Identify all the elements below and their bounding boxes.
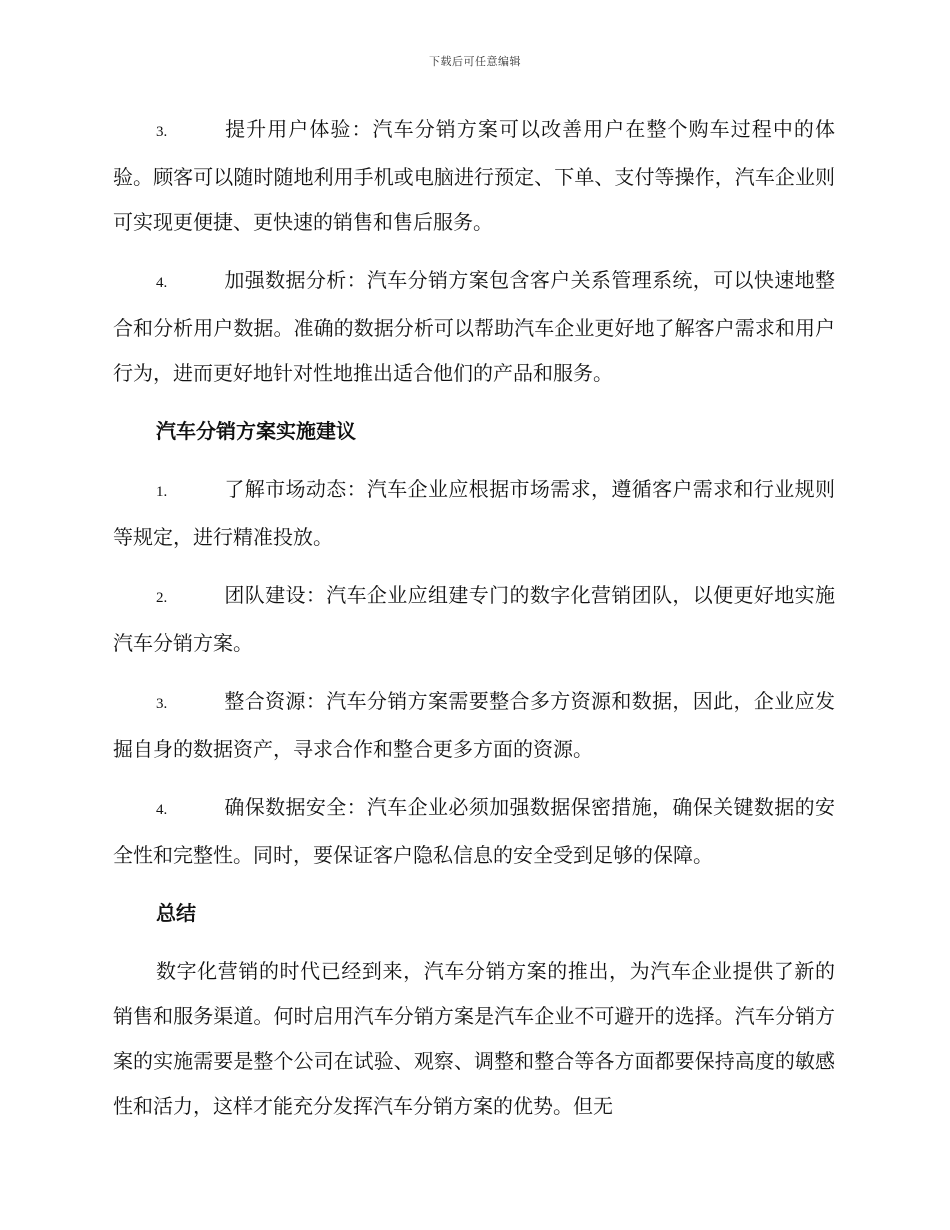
list-item [113,467,835,560]
list-item-text: 确保数据安全：汽车企业必须加强数据保密措施，确保关键数据的安全性和完整性。同时，要保证客户隐私信息的安全受到足够的保障。 [113,795,835,867]
list-item [113,258,835,396]
list-item-number: 2. [156,590,168,606]
list-item-text: 加强数据分析：汽车分销方案包含客户关系管理系统，可以快速地整合和分析用户数据。准确的数据分析可以帮助汽车企业更好地了解客户需求和用户行为，进而更好地针对性地推出适合他们的产品和服务。 [113,268,835,385]
document-body [113,107,835,1129]
summary-paragraph: 数字化营销的时代已经到来，汽车分销方案的推出，为汽车企业提供了新的销售和服务渠道。何时启用汽车分销方案是汽车企业不可避开的选择。汽车分销方案的实施需要是整个公司在试验、观察、调整和整合等各方面都要保持高度的敏感性和活力，这样才能充分发挥汽车分销方案的优势。但无 [113,959,835,1118]
list-item-text: 整合资源：汽车分销方案需要整合多方资源和数据，因此，企业应发掘自身的数据资产，寻求合作和整合更多方面的资源。 [113,689,835,761]
list-item-number: 3. [156,124,168,140]
list-item [113,107,835,245]
list-item [113,679,835,772]
list-item-text: 提升用户体验：汽车分销方案可以改善用户在整个购车过程中的体验。顾客可以随时随地利用手机或电脑进行预定、下单、支付等操作，汽车企业则可实现更便捷、更快速的销售和售后服务。 [113,117,835,234]
list-item [113,785,835,878]
list-item-number: 4. [156,275,168,291]
list-item [113,573,835,666]
list-item-text: 了解市场动态：汽车企业应根据市场需求，遵循客户需求和行业规则等规定，进行精准投放。 [113,477,835,549]
list-item-number: 3. [156,696,168,712]
section-heading-suggestions: 汽车分销方案实施建议 [156,419,356,443]
section-heading-summary: 总结 [156,901,196,925]
list-item-number: 1. [156,484,168,500]
list-item-number: 4. [156,802,168,818]
page-header: 下载后可任意编辑 [429,55,521,68]
list-item-text: 团队建设：汽车企业应组建专门的数字化营销团队，以便更好地实施汽车分销方案。 [113,583,835,655]
